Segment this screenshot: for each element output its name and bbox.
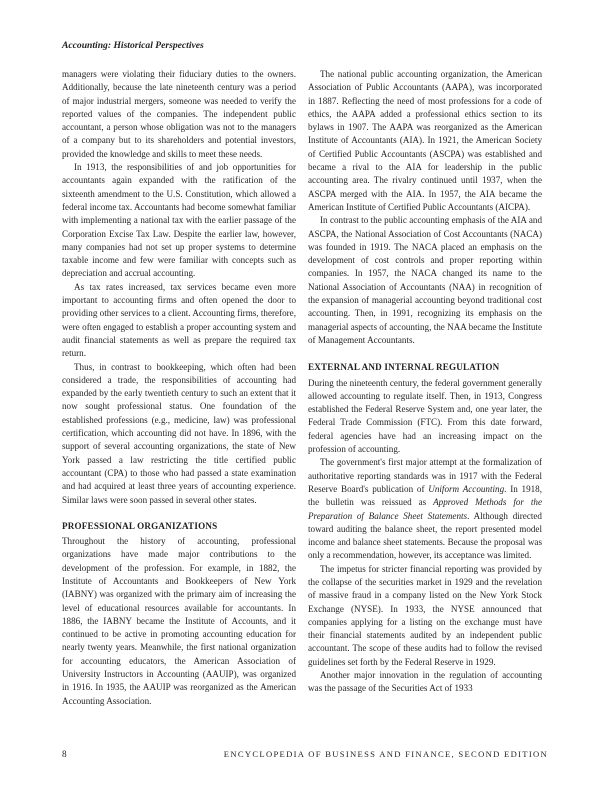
section-heading-professional-organizations: PROFESSIONAL ORGANIZATIONS (62, 520, 218, 531)
paragraph: In contrast to the public accounting emphasis of the AIA and ASCPA, the National Association of Cost Accountants (NACA) was founded in 1919. The NACA placed an emphasis on the development of cost controls and proper reporting within companies. In 1957, the NACA changed its name to the National Association of Accountants (NAA) in recognition of the expansion of managerial accounting beyond traditional cost accounting. Then, in 1991, recognizing its emphasis on the managerial aspects of accounting, the NAA became the Institute of Management Accountants. (308, 215, 542, 345)
text-run: . Although directed toward auditing the balance sheet, the report presented model income and balance sheet statements. Because the proposal was only a recommendation, however, its acceptance was limited. (308, 510, 542, 561)
paragraph: During the nineteenth century, the federal government generally allowed accounting to regulate itself. Then, in 1913, Congress established the Federal Reserve System and, one year later, the Federal Trade Commission (FTC). From this date forward, federal agencies have had an increasing impact on the profession of accounting. (308, 377, 542, 455)
text-run: . In 1918, the bulletin was reissued as (308, 483, 542, 508)
right-column (308, 68, 542, 696)
text-run: The government's first major attempt at the formalization of authoritative reporting standards was in 1917 with the Federal Reserve Board's publication of (308, 457, 542, 494)
page-number: 8 (62, 750, 67, 760)
paragraph: Throughout the history of accounting, professional organizations have made major contributions to the development of the profession. For example, in 1882, the Institute of Accountants and Bookkeepers of New York (IABNY) was organized with the primary aim of increasing the level of educational resources available for accountants. In 1886, the IABNY became the Institute of Accounts, and it continued to be active in promoting accounting education for nearly twenty years. Meanwhile, the first national organization for accounting educators, the American Association of University Instructors in Accounting (AAUIP), was organized in 1916. In 1935, the AAUIP was reorganized as the American Accounting Association. (62, 536, 296, 706)
paragraph: As tax rates increased, tax services became even more important to accounting firms and often opened the door to providing other services to a client. Accounting firms, therefore, were often engaged to establish a proper accounting system and audit financial statements as well as prepare the required tax return. (62, 281, 296, 359)
paragraph (308, 456, 542, 562)
paragraph: Another major innovation in the regulation of accounting was the passage of the Securities Act of 1933 (308, 670, 542, 694)
publication-title-italic: Approved Methods for the Preparation of Balance Sheet Statements (308, 497, 542, 521)
running-head: Accounting: Historical Perspectives (62, 40, 204, 51)
page-footer (62, 749, 548, 760)
paragraph: The impetus for stricter financial reporting was provided by the collapse of the securities market in 1929 and the revelation of massive fraud in a company listed on the New York Stock Exchange (NYSE). In 1933, the NYSE announced that companies applying for a listing on the exchange must have their financial statements audited by an independent public accountant. The scope of these audits had to follow the revised guidelines set forth by the Federal Reserve in 1929. (308, 563, 542, 667)
publication-title: ENCYCLOPEDIA OF BUSINESS AND FINANCE, SECOND EDITION (223, 749, 548, 759)
publication-title-italic: Uniform Accounting (428, 483, 505, 494)
left-column (62, 68, 296, 708)
section-heading-external-internal-regulation: EXTERNAL AND INTERNAL REGULATION (308, 362, 500, 373)
paragraph: managers were violating their fiduciary duties to the owners. Additionally, because the late nineteenth century was a period of major industrial mergers, someone was needed to verify the reported values of the companies. The independent public accountant, a person whose obligation was not to the managers of a company but to its shareholders and potential investors, provided the knowledge and skills to meet these needs. (62, 69, 296, 159)
paragraph: The national public accounting organization, the American Association of Public Accountants (AAPA), was incorporated in 1887. Reflecting the need of most professions for a code of ethics, the AAPA added a professional ethics section to its bylaws in 1907. The AAPA was reorganized as the American Institute of Accountants (AIA). In 1921, the American Society of Certified Public Accountants (ASCPA) was established and became a rival to the AIA for leadership in the public accounting area. The rivalry continued until 1937, when the ASCPA merged with the AIA. In 1957, the AIA became the American Institute of Certified Public Accountants (AICPA). (308, 69, 542, 212)
paragraph: In 1913, the responsibilities of and job opportunities for accountants again expanded with the ratification of the sixteenth amendment to the U.S. Constitution, which allowed a federal income tax. Accountants had become somewhat familiar with implementing a national tax with the earlier passage of the Corporation Excise Tax Law. Despite the earlier law, however, many companies had not set up proper systems to determine taxable income and few were familiar with concepts such as depreciation and accrual accounting. (62, 162, 296, 279)
paragraph: Thus, in contrast to bookkeeping, which often had been considered a trade, the responsibilities of accounting had expanded by the early twentieth century to such an extent that it now sought professional status. One foundation of the established professions (e.g., medicine, law) was professional certification, which accounting did not have. In 1896, with the support of several accounting organizations, the state of New York passed a law restricting the title certified public accountant (CPA) to those who had passed a state examination and had acquired at least three years of accounting experience. Similar laws were soon passed in several other states. (62, 361, 296, 505)
